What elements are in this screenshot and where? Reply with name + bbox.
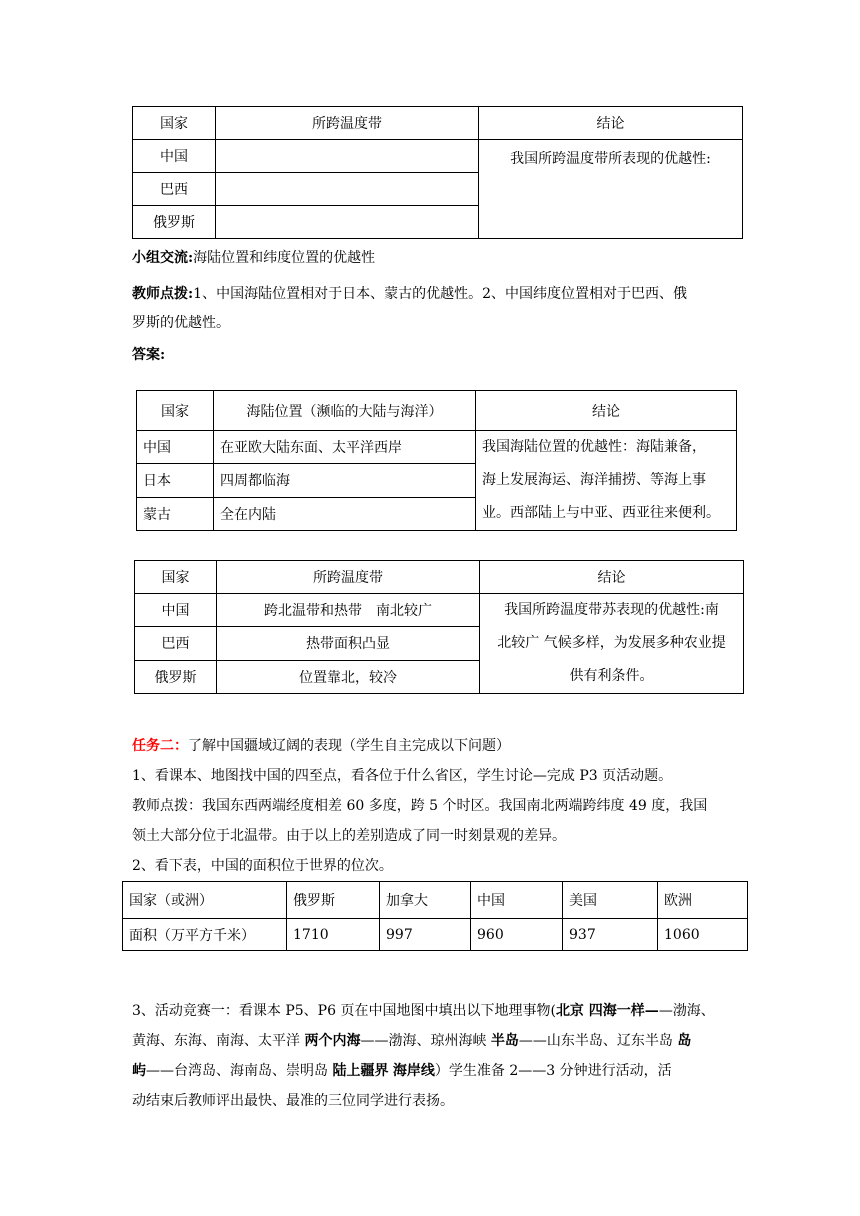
group-exchange-line xyxy=(132,246,742,270)
group-exchange-label: 小组交流: xyxy=(132,250,194,266)
item3-line2 xyxy=(132,1026,742,1056)
item3-line1 xyxy=(132,996,742,1026)
item3-bold: 半岛 xyxy=(490,1033,519,1049)
zone-cell: 跨北温带和热带 南北较广 xyxy=(217,594,480,627)
conclusion-line: 我国所跨温度带苏表现的优越性:南 xyxy=(504,602,719,618)
item3-text: ——渤海、琼州海峡 xyxy=(360,1033,491,1049)
area-value: 1060 xyxy=(658,919,748,951)
area-value-label: 面积（万平方千米） xyxy=(123,919,287,951)
item3-text: 黄海、东海、南海、太平洋 xyxy=(132,1033,305,1049)
item3-bold: 陆上疆界 xyxy=(332,1063,389,1079)
item3-text: —渤海、 xyxy=(658,1003,715,1019)
area-country: 俄罗斯 xyxy=(287,882,380,919)
task2-text: 了解中国疆域辽阔的表现（学生自主完成以下问题） xyxy=(188,738,510,754)
teacher-guide2-line2: 领土大部分位于北温带。由于以上的差别造成了同一时刻景观的差异。 xyxy=(132,828,566,844)
conclusion-line: 北较广 气候多样，为发展多种农业提 xyxy=(497,635,726,651)
area-value: 960 xyxy=(471,919,563,951)
task2-label: 任务二： xyxy=(132,738,188,754)
area-country: 中国 xyxy=(471,882,563,919)
zone-cell xyxy=(216,140,479,173)
task2-heading xyxy=(132,734,742,758)
area-value: 1710 xyxy=(287,919,380,951)
header-country: 国家 xyxy=(133,107,216,140)
country-cell: 中国 xyxy=(135,594,217,627)
answer-label: 答案: xyxy=(132,347,166,363)
area-value: 997 xyxy=(380,919,471,951)
item3-line4: 动结束后教师评出最快、最准的三位同学进行表扬。 xyxy=(132,1093,454,1109)
item3-bold: 北京 四海一样— xyxy=(555,1003,659,1019)
conclusion-line: 供有利条件。 xyxy=(569,668,654,684)
area-country: 加拿大 xyxy=(380,882,471,919)
item3-text: ——台湾岛、海南岛、崇明岛 xyxy=(146,1063,333,1079)
group-exchange-text: 海陆位置和纬度位置的优越性 xyxy=(193,250,376,266)
conclusion-line: 业。西部陆上与中亚、西亚往来便利。 xyxy=(482,505,720,521)
conclusion-cell xyxy=(476,431,737,531)
item3-text: ——山东半岛、辽东半岛 xyxy=(518,1033,678,1049)
item3-bold: 屿 xyxy=(132,1063,146,1079)
area-value: 937 xyxy=(563,919,658,951)
header-country: 国家 xyxy=(137,391,214,431)
item3-bold: 海岸线 xyxy=(392,1063,435,1079)
teacher-guide-line xyxy=(132,282,742,306)
teacher-guide-line-2: 罗斯的优越性。 xyxy=(132,315,230,331)
country-cell: 俄罗斯 xyxy=(133,206,216,239)
zone-cell xyxy=(216,206,479,239)
item3-bold: 两个内海 xyxy=(304,1033,361,1049)
country-cell: 俄罗斯 xyxy=(135,660,217,693)
header-position: 海陆位置（濒临的大陆与海洋） xyxy=(214,391,476,431)
country-cell: 日本 xyxy=(137,464,214,497)
item3-paragraph xyxy=(132,996,742,1116)
country-cell: 巴西 xyxy=(135,627,217,660)
position-cell: 在亚欧大陆东面、太平洋西岸 xyxy=(214,431,476,464)
item3-line3 xyxy=(132,1056,742,1086)
header-country: 国家 xyxy=(135,561,217,594)
header-conclusion: 结论 xyxy=(479,107,743,140)
header-conclusion: 结论 xyxy=(480,561,744,594)
zone-cell: 热带面积凸显 xyxy=(217,627,480,660)
teacher-guide-text: 1、中国海陆位置相对于日本、蒙古的优越性。2、中国纬度位置相对于巴西、俄 xyxy=(193,286,687,302)
item3-bold: 岛 xyxy=(677,1033,692,1049)
conclusion-line: 我国海陆位置的优越性：海陆兼备， xyxy=(482,439,706,455)
position-cell: 四周都临海 xyxy=(214,464,476,497)
position-cell: 全在内陆 xyxy=(214,497,476,530)
area-country: 欧洲 xyxy=(658,882,748,919)
item3-text: ）学生准备 2——3 分钟进行活动，活 xyxy=(434,1063,672,1079)
country-cell: 中国 xyxy=(137,431,214,464)
country-cell: 中国 xyxy=(133,140,216,173)
area-header-label: 国家（或洲） xyxy=(123,882,287,919)
climate-zone-answer-table xyxy=(134,560,744,694)
zone-cell xyxy=(216,173,479,206)
header-conclusion: 结论 xyxy=(476,391,737,431)
conclusion-cell: 我国所跨温度带所表现的优越性: xyxy=(479,140,743,239)
conclusion-line: 海上发展海运、海洋捕捞、等海上事 xyxy=(482,472,706,488)
teacher-guide2-line1: 教师点拨：我国东西两端经度相差 60 多度，跨 5 个时区。我国南北两端跨纬度 49 度，我国 xyxy=(132,798,708,814)
zone-cell: 位置靠北，较冷 xyxy=(217,660,480,693)
area-country: 美国 xyxy=(563,882,658,919)
header-zone: 所跨温度带 xyxy=(216,107,479,140)
item3-text: 3、活动竞赛一：看课本 P5、P6 页在中国地图中填出以下地理事物( xyxy=(132,1003,556,1019)
climate-zone-table-blank xyxy=(132,106,743,239)
area-table xyxy=(122,881,748,951)
header-zone: 所跨温度带 xyxy=(217,561,480,594)
item1-text: 1、看课本、地图找中国的四至点，看各位于什么省区，学生讨论—完成 P3 页活动题。 xyxy=(132,768,673,784)
country-cell: 蒙古 xyxy=(137,497,214,530)
teacher-guide-label: 教师点拨: xyxy=(132,286,194,302)
conclusion-cell xyxy=(480,594,744,694)
item2-text: 2、看下表，中国的面积位于世界的位次。 xyxy=(132,858,393,874)
country-cell: 巴西 xyxy=(133,173,216,206)
sea-land-position-table xyxy=(136,390,737,531)
